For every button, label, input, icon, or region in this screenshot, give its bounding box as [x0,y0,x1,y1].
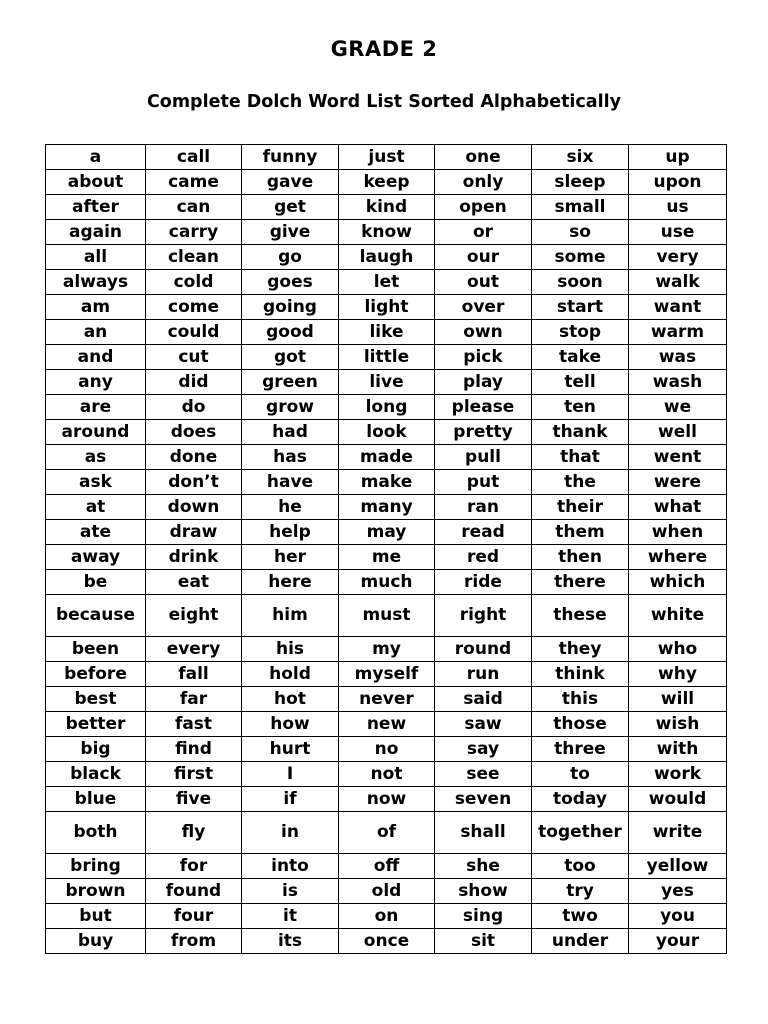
word-cell: clean [146,245,242,270]
word-cell: make [339,470,435,495]
word-cell: goes [242,270,339,295]
word-cell: these [532,595,629,637]
word-cell: grow [242,395,339,420]
word-cell: because [46,595,146,637]
word-cell: right [435,595,532,637]
word-cell: under [532,929,629,954]
word-cell: been [46,637,146,662]
word-cell: so [532,220,629,245]
word-cell: but [46,904,146,929]
word-cell: before [46,662,146,687]
word-cell: big [46,737,146,762]
word-cell: both [46,812,146,854]
word-cell: to [532,762,629,787]
word-cell: an [46,320,146,345]
word-cell: every [146,637,242,662]
word-cell: wish [629,712,727,737]
word-cell: I [242,762,339,787]
word-cell: in [242,812,339,854]
word-cell: for [146,854,242,879]
word-cell: new [339,712,435,737]
word-cell: best [46,687,146,712]
word-cell: pull [435,445,532,470]
table-row [46,295,727,320]
word-cell: what [629,495,727,520]
word-cell: not [339,762,435,787]
word-cell: and [46,345,146,370]
word-cell: first [146,762,242,787]
word-cell: carry [146,220,242,245]
table-row [46,595,727,637]
word-cell: would [629,787,727,812]
word-cell: can [146,195,242,220]
word-cell: wash [629,370,727,395]
word-cell: he [242,495,339,520]
word-cell: our [435,245,532,270]
word-cell: bring [46,854,146,879]
word-cell: old [339,879,435,904]
word-cell: now [339,787,435,812]
word-cell: tell [532,370,629,395]
word-cell: together [532,812,629,854]
word-cell: a [46,145,146,170]
word-cell: with [629,737,727,762]
word-cell: put [435,470,532,495]
word-cell: walk [629,270,727,295]
word-cell: fast [146,712,242,737]
word-cell: me [339,545,435,570]
word-cell: were [629,470,727,495]
table-row [46,712,727,737]
word-cell: will [629,687,727,712]
word-cell: good [242,320,339,345]
word-cell: did [146,370,242,395]
word-cell: hot [242,687,339,712]
word-cell: its [242,929,339,954]
word-cell: she [435,854,532,879]
table-row [46,145,727,170]
word-cell: cut [146,345,242,370]
table-row [46,445,727,470]
word-cell: well [629,420,727,445]
word-cell: buy [46,929,146,954]
word-cell: one [435,145,532,170]
word-cell: only [435,170,532,195]
word-cell: off [339,854,435,879]
word-cell: green [242,370,339,395]
word-cell: or [435,220,532,245]
word-cell: their [532,495,629,520]
table-row [46,762,727,787]
word-cell: know [339,220,435,245]
word-cell: try [532,879,629,904]
word-cell: want [629,295,727,320]
table-row [46,687,727,712]
word-cell: kind [339,195,435,220]
word-cell: ran [435,495,532,520]
table-row [46,520,727,545]
word-cell: it [242,904,339,929]
word-cell: which [629,570,727,595]
word-cell: say [435,737,532,762]
word-cell: saw [435,712,532,737]
word-cell: went [629,445,727,470]
word-cell: ten [532,395,629,420]
table-row [46,787,727,812]
word-cell: my [339,637,435,662]
word-cell: don’t [146,470,242,495]
word-cell: some [532,245,629,270]
word-cell: many [339,495,435,520]
word-cell: red [435,545,532,570]
word-cell: are [46,395,146,420]
word-cell: as [46,445,146,470]
word-cell: fall [146,662,242,687]
word-cell: four [146,904,242,929]
word-cell: had [242,420,339,445]
table-row [46,420,727,445]
word-cell: yes [629,879,727,904]
word-cell: where [629,545,727,570]
word-cell: them [532,520,629,545]
word-cell: there [532,570,629,595]
word-cell: help [242,520,339,545]
table-row [46,395,727,420]
word-cell: that [532,445,629,470]
word-cell: has [242,445,339,470]
word-cell: is [242,879,339,904]
word-cell: very [629,245,727,270]
table-row [46,879,727,904]
word-cell: down [146,495,242,520]
table-row [46,662,727,687]
word-cell: brown [46,879,146,904]
word-cell: six [532,145,629,170]
word-cell: play [435,370,532,395]
word-cell: always [46,270,146,295]
word-cell: then [532,545,629,570]
word-cell: does [146,420,242,445]
word-cell: may [339,520,435,545]
word-cell: use [629,220,727,245]
word-cell: soon [532,270,629,295]
word-cell: please [435,395,532,420]
word-cell: just [339,145,435,170]
word-cell: must [339,595,435,637]
word-cell: no [339,737,435,762]
word-cell: see [435,762,532,787]
word-cell: do [146,395,242,420]
word-cell: round [435,637,532,662]
word-cell: yellow [629,854,727,879]
word-cell: come [146,295,242,320]
table-row [46,245,727,270]
word-cell: little [339,345,435,370]
word-cell: about [46,170,146,195]
word-cell: away [46,545,146,570]
word-cell: us [629,195,727,220]
word-table-body [46,145,727,954]
word-cell: we [629,395,727,420]
word-cell: done [146,445,242,470]
word-cell: up [629,145,727,170]
word-cell: over [435,295,532,320]
word-cell: start [532,295,629,320]
word-cell: never [339,687,435,712]
word-cell: her [242,545,339,570]
table-row [46,545,727,570]
word-cell: long [339,395,435,420]
word-cell: sit [435,929,532,954]
table-row [46,270,727,295]
word-cell: cold [146,270,242,295]
word-cell: could [146,320,242,345]
word-cell: going [242,295,339,320]
table-row [46,854,727,879]
word-cell: much [339,570,435,595]
word-cell: draw [146,520,242,545]
table-row [46,495,727,520]
word-cell: like [339,320,435,345]
word-cell: made [339,445,435,470]
word-cell: they [532,637,629,662]
word-cell: white [629,595,727,637]
word-cell: hold [242,662,339,687]
table-row [46,170,727,195]
word-cell: two [532,904,629,929]
table-row [46,812,727,854]
table-row [46,370,727,395]
word-cell: blue [46,787,146,812]
word-cell: after [46,195,146,220]
word-cell: out [435,270,532,295]
word-cell: of [339,812,435,854]
word-cell: at [46,495,146,520]
word-cell: here [242,570,339,595]
word-cell: read [435,520,532,545]
page-subtitle: Complete Dolch Word List Sorted Alphabetically [146,92,622,112]
word-cell: funny [242,145,339,170]
table-row [46,320,727,345]
word-cell: him [242,595,339,637]
word-cell: today [532,787,629,812]
word-cell: his [242,637,339,662]
word-cell: on [339,904,435,929]
word-cell: live [339,370,435,395]
word-cell: ask [46,470,146,495]
word-cell: five [146,787,242,812]
word-cell: from [146,929,242,954]
table-row [46,637,727,662]
word-cell: let [339,270,435,295]
word-cell: keep [339,170,435,195]
word-cell: ate [46,520,146,545]
table-row [46,904,727,929]
word-cell: if [242,787,339,812]
page-title: GRADE 2 [330,37,438,61]
word-cell: think [532,662,629,687]
word-cell: am [46,295,146,320]
word-cell: call [146,145,242,170]
table-row [46,195,727,220]
word-cell: three [532,737,629,762]
word-cell: have [242,470,339,495]
word-cell: myself [339,662,435,687]
word-cell: pick [435,345,532,370]
word-cell: sleep [532,170,629,195]
word-cell: seven [435,787,532,812]
word-cell: any [46,370,146,395]
word-cell: pretty [435,420,532,445]
word-cell: thank [532,420,629,445]
word-cell: the [532,470,629,495]
word-cell: who [629,637,727,662]
word-cell: own [435,320,532,345]
word-cell: far [146,687,242,712]
word-cell: hurt [242,737,339,762]
word-cell: once [339,929,435,954]
word-cell: again [46,220,146,245]
table-row [46,737,727,762]
word-cell: give [242,220,339,245]
word-cell: into [242,854,339,879]
word-cell: look [339,420,435,445]
word-cell: this [532,687,629,712]
table-row [46,345,727,370]
word-cell: those [532,712,629,737]
word-cell: got [242,345,339,370]
word-cell: around [46,420,146,445]
word-cell: upon [629,170,727,195]
word-cell: all [46,245,146,270]
word-cell: your [629,929,727,954]
word-cell: how [242,712,339,737]
word-cell: eight [146,595,242,637]
word-cell: eat [146,570,242,595]
word-cell: warm [629,320,727,345]
dolch-word-table [45,144,727,954]
word-cell: show [435,879,532,904]
word-cell: fly [146,812,242,854]
word-cell: said [435,687,532,712]
table-row [46,570,727,595]
word-cell: you [629,904,727,929]
word-cell: run [435,662,532,687]
word-cell: was [629,345,727,370]
word-cell: open [435,195,532,220]
word-cell: sing [435,904,532,929]
word-cell: work [629,762,727,787]
table-row [46,220,727,245]
word-cell: write [629,812,727,854]
table-row [46,470,727,495]
word-cell: light [339,295,435,320]
word-cell: when [629,520,727,545]
word-cell: black [46,762,146,787]
word-cell: take [532,345,629,370]
word-cell: find [146,737,242,762]
word-cell: small [532,195,629,220]
word-cell: laugh [339,245,435,270]
word-cell: be [46,570,146,595]
word-cell: get [242,195,339,220]
word-cell: came [146,170,242,195]
word-cell: why [629,662,727,687]
table-row [46,929,727,954]
word-cell: too [532,854,629,879]
word-cell: better [46,712,146,737]
word-cell: stop [532,320,629,345]
word-cell: ride [435,570,532,595]
word-cell: found [146,879,242,904]
word-cell: gave [242,170,339,195]
word-cell: shall [435,812,532,854]
word-cell: go [242,245,339,270]
word-cell: drink [146,545,242,570]
